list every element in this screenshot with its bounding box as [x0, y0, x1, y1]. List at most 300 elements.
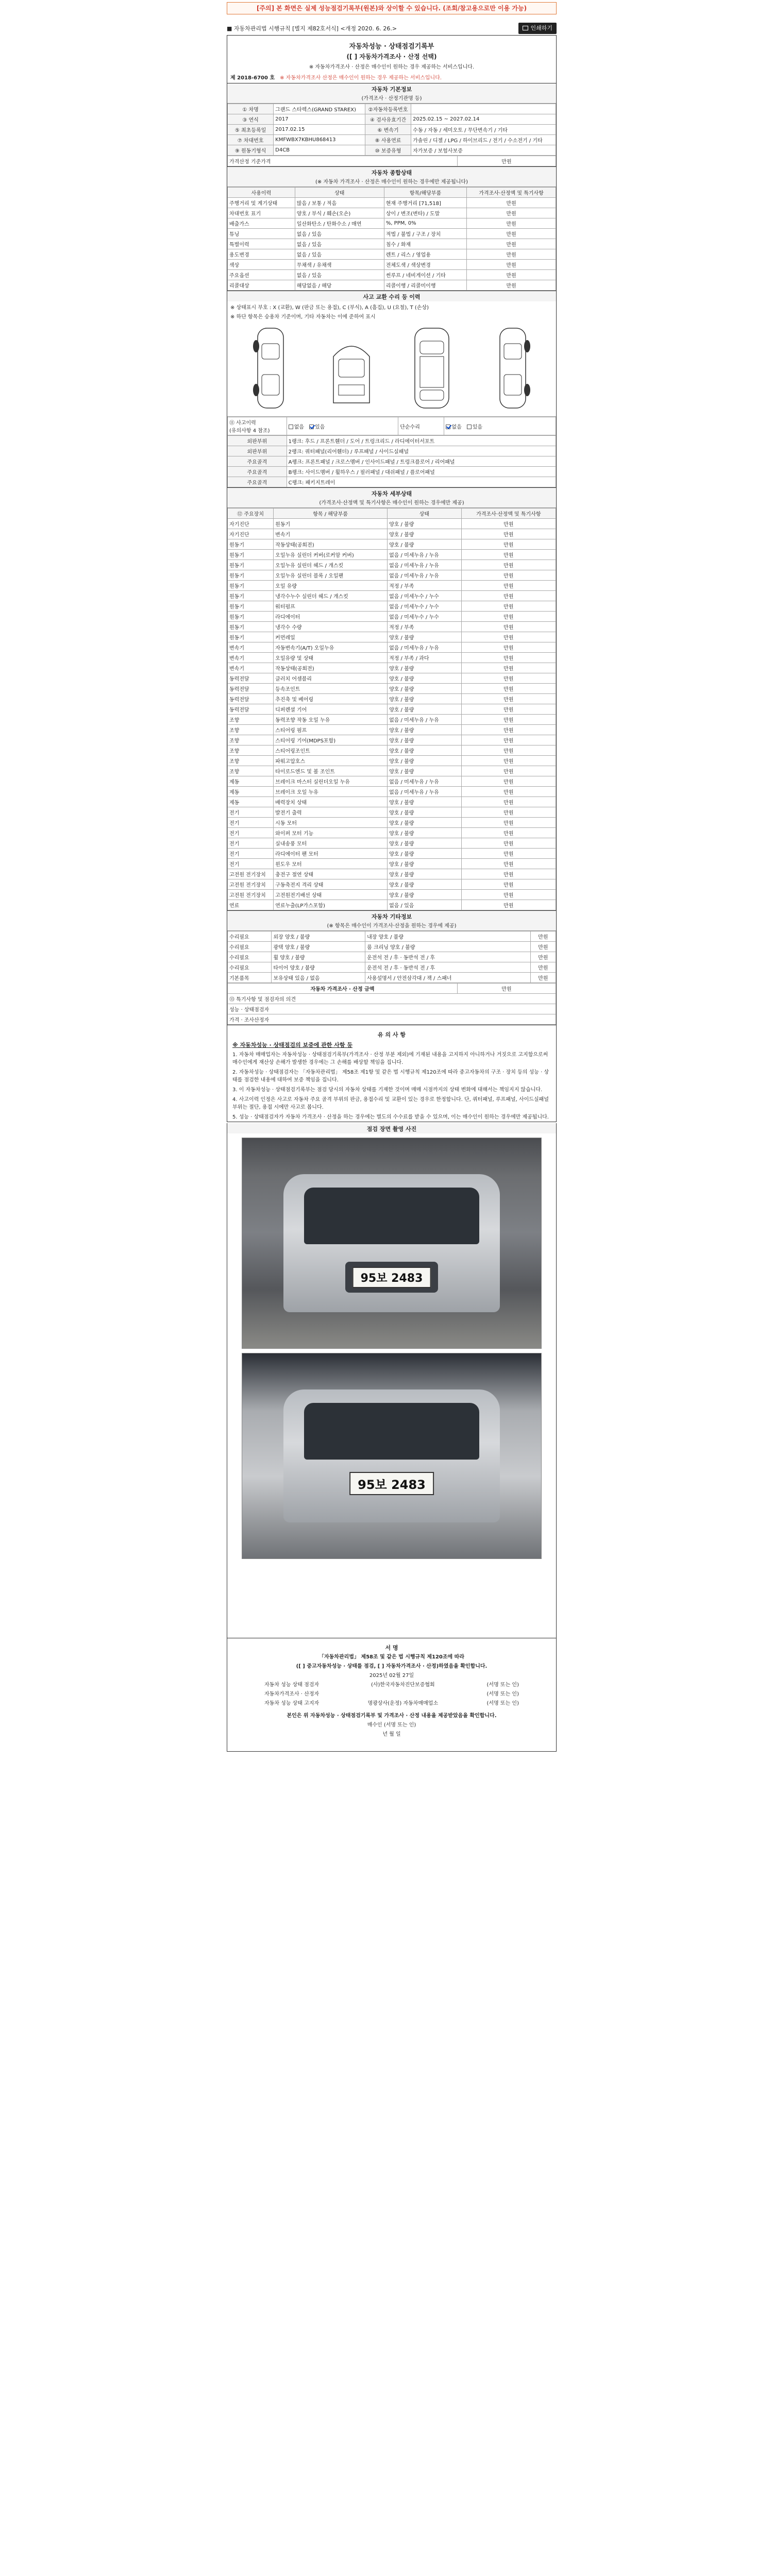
part-name: 커먼레일 — [274, 632, 388, 642]
state-options: 양호 / 불량 — [388, 818, 462, 828]
basic-info-row — [228, 135, 556, 145]
part-detail: 렌트 / 리스 / 영업용 — [384, 249, 466, 260]
state-options: 없음 / 미세누유 / 누유 — [388, 550, 462, 560]
price-note: 만원 — [461, 550, 556, 560]
photo-section — [227, 1123, 557, 1638]
device-name: 동력전달 — [228, 704, 274, 715]
device-name: 원동기 — [228, 612, 274, 622]
part-name: 자동변속기(A/T) 오일누유 — [274, 642, 388, 653]
special-notes: ⑬ 특기사항 및 점검자의 의견 — [228, 994, 556, 1004]
signature-date: 2025년 02월 27일 — [369, 1673, 414, 1679]
state-options: 양호 / 부식 / 훼손(오손) — [295, 208, 384, 218]
device-name: 동력전달 — [228, 694, 274, 704]
price-note: 만원 — [461, 684, 556, 694]
part-name: 구동축전지 격리 상태 — [274, 879, 388, 890]
field-label: ⑥ 변속기 — [365, 125, 411, 135]
car-left-side-diagram — [242, 326, 299, 411]
price-note: 만원 — [461, 838, 556, 849]
field-value: KMFWBX7KBHU868413 — [274, 135, 365, 145]
part-detail: 침수 / 화재 — [384, 239, 466, 249]
signature-closing: 본인은 위 자동차성능 · 상태점검기록부 및 가격조사 · 산정 내용을 제공받았음을 확인합니다. — [287, 1713, 497, 1719]
notice-paragraph: 5. 성능 · 상태점검자가 자동차 가격조사 · 산정을 하는 경우에는 별도의 수수료를 받을 수 있으며, 이는 매수인이 원하는 경우에만 제공됩니다. — [232, 1114, 549, 1120]
price-note: 만원 — [461, 612, 556, 622]
detail-state-row — [228, 715, 556, 725]
detail-state-row — [228, 673, 556, 684]
basic-info-subtitle: (가격조사 · 산정기관명 등) — [227, 94, 556, 104]
part-name: 타이로드엔드 및 볼 조인트 — [274, 766, 388, 776]
detail-state-row — [228, 539, 556, 550]
device-name: 전기 — [228, 818, 274, 828]
detail-state-subtitle: (가격조사·산정액 및 특기사항은 매수인이 원하는 경우에만 제공) — [227, 498, 556, 508]
device-name: 조향 — [228, 735, 274, 745]
other-info-row — [228, 942, 556, 952]
item-name: 특별이력 — [228, 239, 295, 249]
option-label: 없음 — [451, 424, 462, 430]
device-name: 조향 — [228, 715, 274, 725]
detail-state-row — [228, 632, 556, 642]
price-note: 만원 — [461, 622, 556, 632]
van-rear — [283, 1389, 500, 1522]
price-note: 만원 — [461, 787, 556, 797]
other-info-row — [228, 931, 556, 942]
part-name: 워터펌프 — [274, 601, 388, 612]
rear-photo — [242, 1353, 542, 1559]
repair-label: 단순수리 — [398, 417, 444, 435]
print-label: 인쇄하기 — [530, 25, 552, 31]
field-label: ⑩ 보증유형 — [365, 145, 411, 156]
part-name: 등속조인트 — [274, 684, 388, 694]
price-note: 만원 — [461, 591, 556, 601]
price-note: 만원 — [530, 942, 556, 952]
doc-meta — [227, 72, 556, 83]
field-label: ⑧ 사용연료 — [365, 135, 411, 145]
column-header: 항목/해당부품 — [384, 188, 466, 198]
basic-info-section — [227, 83, 556, 167]
part-list: 1랭크: 후드 / 프론트휀더 / 도어 / 트렁크리드 / 라디에이터서포트 — [287, 436, 556, 446]
part-name: 오일유량 및 상태 — [274, 653, 388, 663]
column-header: 가격조사·산정액 및 특기사항 — [461, 509, 556, 519]
detail-state-row — [228, 849, 556, 859]
notice-heading-warranty: ※ 자동차성능 · 상태점검의 보증에 관한 사항 등 — [232, 1042, 352, 1048]
accident-note: ※ 상태표시 부호 : X (교환), W (판금 또는 용접), C (부식), A (흠집), U (요철), T (손상) — [230, 305, 429, 311]
category: 수리필요 — [228, 931, 272, 942]
device-name: 원동기 — [228, 591, 274, 601]
detail-state-row — [228, 612, 556, 622]
price-note: 만원 — [461, 869, 556, 879]
state-options: 해당없음 / 해당 — [295, 280, 384, 291]
print-button[interactable] — [518, 23, 557, 34]
signature-rows — [233, 1681, 550, 1708]
item-b: 사용설명서 / 안전삼각대 / 잭 / 스패너 — [365, 973, 531, 983]
detail-state-row — [228, 797, 556, 807]
device-name: 변속기 — [228, 642, 274, 653]
notice-title: 유 의 사 항 — [378, 1031, 406, 1038]
license-plate-rear: 95보 2483 — [349, 1472, 434, 1495]
detail-state-row — [228, 694, 556, 704]
state-options: 없음 / 미세누유 / 누유 — [388, 715, 462, 725]
price-note: 만원 — [461, 859, 556, 869]
category: 기본품목 — [228, 973, 272, 983]
price-note: 만원 — [530, 931, 556, 942]
detail-state-row — [228, 745, 556, 756]
part-detail: 적법 / 불법 / 구조 / 장치 — [384, 229, 466, 239]
front-photo — [242, 1138, 542, 1349]
other-info-title: 자동차 기타정보 — [227, 911, 556, 921]
part-name: 오일누유 실린더 헤드 / 개스킷 — [274, 560, 388, 570]
state-options: 양호 / 불량 — [388, 869, 462, 879]
state-options: 없음 / 미세누유 / 누유 — [388, 560, 462, 570]
signature-recipient-date: 년 월 일 — [382, 1732, 401, 1737]
state-options: 양호 / 불량 — [388, 519, 462, 529]
device-name: 전기 — [228, 859, 274, 869]
part-name: 윈도우 모터 — [274, 859, 388, 869]
part-name: 시동 모터 — [274, 818, 388, 828]
device-name: 고전원 전기장치 — [228, 879, 274, 890]
part-name: 브레이크 마스터 실린더오일 누유 — [274, 776, 388, 787]
notice-paragraph: 4. 사고이력 인정은 사고로 자동차 주요 골격 부위의 판금, 용접수리 및 교환이 있는 경우로 한정합니다. 단, 쿼터패널, 루프패널, 사이드실패널 부위는 절단, 용접 시에만 사고로 봅니다. — [232, 1097, 549, 1110]
detail-state-row — [228, 828, 556, 838]
device-name: 변속기 — [228, 653, 274, 663]
state-options: 적정 / 부족 — [388, 581, 462, 591]
device-name: 전기 — [228, 838, 274, 849]
price-label: 가격산정 기준가격 — [228, 156, 458, 166]
part-detail: %, PPM, 0% — [384, 218, 466, 229]
field-value — [411, 104, 556, 114]
device-name: 제동 — [228, 776, 274, 787]
basic-info-row — [228, 125, 556, 135]
detail-state-row — [228, 879, 556, 890]
state-options: 양호 / 불량 — [388, 539, 462, 550]
price-note: 만원 — [461, 704, 556, 715]
accident-title: 사고 교환 수리 등 이력 — [227, 291, 556, 301]
price-note: 만원 — [461, 673, 556, 684]
price-note: 만원 — [461, 879, 556, 890]
state-options: 없음 / 미세누유 / 누유 — [388, 776, 462, 787]
part-name: 발전기 출력 — [274, 807, 388, 818]
field-label: ⑨ 원동기형식 — [228, 145, 274, 156]
device-name: 조향 — [228, 766, 274, 776]
inspection-record — [227, 35, 557, 1122]
signer-role: 자동차 성능 상태 고지자 — [264, 1701, 320, 1706]
device-name: 제동 — [228, 797, 274, 807]
price-note: 만원 — [461, 725, 556, 735]
accident-history-label — [228, 417, 287, 435]
price-note: 만원 — [461, 601, 556, 612]
doc-warning: ※ 자동차가격조사 산정은 매수인이 원하는 경우 제공하는 서비스입니다. — [280, 75, 442, 81]
signer-name: 명광상사(운정) 자동차매매업소 — [367, 1701, 439, 1706]
state-options: 양호 / 불량 — [388, 849, 462, 859]
item-a: 휠 양호 / 불량 — [272, 952, 365, 962]
detail-state-title: 자동차 세부상태 — [227, 488, 556, 498]
part-name: 와이퍼 모터 기능 — [274, 828, 388, 838]
state-options: 양호 / 불량 — [388, 745, 462, 756]
item-name: 튜닝 — [228, 229, 295, 239]
accident-parts-table — [227, 435, 556, 487]
detail-state-row — [228, 818, 556, 828]
column-header: 상태 — [388, 509, 462, 519]
state-options: 양호 / 불량 — [388, 766, 462, 776]
signature-recipient: 매수인 (서명 또는 인) — [367, 1722, 416, 1728]
price-note: 만원 — [467, 218, 556, 229]
other-info-table — [227, 931, 556, 983]
price-note: 만원 — [461, 735, 556, 745]
detail-state-row — [228, 560, 556, 570]
device-name: 조향 — [228, 725, 274, 735]
basic-info-row — [228, 104, 556, 114]
part-name: 동력조향 작동 오일 누유 — [274, 715, 388, 725]
field-label: ⑤ 최초등록일 — [228, 125, 274, 135]
item-name: 리콜대상 — [228, 280, 295, 291]
part-detail: 리콜이행 / 리콜미이행 — [384, 280, 466, 291]
device-name: 원동기 — [228, 581, 274, 591]
general-state-subtitle: (※ 자동차 가격조사 · 산정은 매수인이 원하는 경우에만 제공됩니다) — [227, 177, 556, 187]
device-name: 조향 — [228, 756, 274, 766]
state-options: 없음 / 있음 — [295, 249, 384, 260]
part-list: B랭크: 사이드멤버 / 휠하우스 / 필러패널 / 대쉬패널 / 플로어패널 — [287, 467, 556, 477]
detail-state-row — [228, 838, 556, 849]
field-value: 그랜드 스타렉스(GRAND STAREX) — [274, 104, 365, 114]
detail-state-row — [228, 663, 556, 673]
checkbox — [309, 425, 314, 429]
state-options: 양호 / 불량 — [388, 890, 462, 900]
part-name: 냉각수누수 실린더 헤드 / 개스킷 — [274, 591, 388, 601]
price-note: 만원 — [467, 208, 556, 218]
state-options: 양호 / 불량 — [388, 663, 462, 673]
checkbox — [467, 425, 472, 429]
detail-state-row — [228, 570, 556, 581]
total-unit: 만원 — [457, 984, 556, 994]
part-list: C랭크: 패키지트레이 — [287, 477, 556, 487]
part-group: 외판부위 — [228, 436, 287, 446]
doc-title-note: ※ 자동차가격조사 · 산정은 매수인이 원하는 경우 제공하는 서비스입니다. — [309, 64, 475, 70]
field-value: 2017 — [274, 114, 365, 125]
windshield — [304, 1188, 479, 1244]
price-note: 만원 — [461, 756, 556, 766]
doc-title-sub: ([ ] 자동차가격조사 · 산정 선택) — [346, 53, 437, 60]
item-b: 내장 양호 / 불량 — [365, 931, 531, 942]
license-plate-front: 95보 2483 — [352, 1267, 431, 1288]
signature-title: 서 명 — [385, 1645, 398, 1651]
signature-line-1: 「자동차관리법」 제58조 및 같은 법 시행규칙 제120조에 따라 — [318, 1654, 465, 1660]
price-note: 만원 — [461, 766, 556, 776]
signature-row — [264, 1681, 519, 1690]
part-group: 주요골격 — [228, 477, 287, 487]
state-options: 적정 / 부족 / 과다 — [388, 653, 462, 663]
signer-mark: (서명 또는 인) — [486, 1691, 519, 1697]
signer-role: 자동차 성능 상태 점검자 — [264, 1682, 320, 1688]
field-value: 수동 / 자동 / 세미오토 / 무단변속기 / 기타 — [411, 125, 556, 135]
device-name: 자기진단 — [228, 519, 274, 529]
price-note: 만원 — [461, 581, 556, 591]
detail-state-row — [228, 704, 556, 715]
notice-paragraphs — [232, 1051, 551, 1122]
price-note: 만원 — [467, 270, 556, 280]
device-name: 원동기 — [228, 539, 274, 550]
general-state-row — [228, 260, 556, 270]
accident-part-row — [228, 436, 556, 446]
part-name: 오일누유 실린더 블록 / 오일팬 — [274, 570, 388, 581]
doc-number: 제 2018-6700 호 — [230, 75, 275, 81]
detail-state-row — [228, 601, 556, 612]
part-name: 스티어링 펌프 — [274, 725, 388, 735]
accident-part-row — [228, 467, 556, 477]
general-state-row — [228, 270, 556, 280]
device-name: 원동기 — [228, 601, 274, 612]
part-list: 2랭크: 쿼터패널(리어휀더) / 루프패널 / 사이드실패널 — [287, 446, 556, 456]
notice-paragraph: 1. 자동차 매매업자는 자동차성능 · 상태점검기록부(가격조사 · 산정 부분 제외)에 기재된 내용을 고지하지 아니하거나 거짓으로 고지함으로써 매수인에게 재산상 손해가 발생한 경우에는 그 손해를 배상할 책임을 집니다. — [232, 1052, 548, 1065]
state-options: 없음 / 있음 — [295, 229, 384, 239]
part-name: 고전원전기배선 상태 — [274, 890, 388, 900]
state-options: 양호 / 불량 — [388, 828, 462, 838]
device-name: 자기진단 — [228, 529, 274, 539]
general-state-row — [228, 198, 556, 208]
item-name: 용도변경 — [228, 249, 295, 260]
detail-state-row — [228, 622, 556, 632]
item-a: 보유상태 있음 / 없음 — [272, 973, 365, 983]
device-name: 제동 — [228, 787, 274, 797]
item-name: 차대번호 표기 — [228, 208, 295, 218]
column-header: 상태 — [295, 188, 384, 198]
price-note: 만원 — [530, 973, 556, 983]
part-name: 라디에이터 팬 모터 — [274, 849, 388, 859]
state-options: 양호 / 불량 — [388, 694, 462, 704]
category: 수리필요 — [228, 952, 272, 962]
state-options: 없음 / 있음 — [295, 239, 384, 249]
other-info-row — [228, 952, 556, 962]
detail-state-table — [227, 508, 556, 910]
part-name: 라디에이터 — [274, 612, 388, 622]
accident-section — [227, 291, 556, 488]
detail-state-row — [228, 869, 556, 879]
field-label: ②자동차등록번호 — [365, 104, 411, 114]
detail-state-row — [228, 725, 556, 735]
state-options: 없음 / 미세누수 / 누수 — [388, 591, 462, 601]
price-note: 만원 — [461, 890, 556, 900]
column-header: 가격조사·산정액 및 특기사항 — [467, 188, 556, 198]
signer-mark: (서명 또는 인) — [486, 1701, 519, 1706]
other-info-subtitle: (※ 항목은 매수인이 가격조사·산정을 원하는 경우에 제공) — [227, 921, 556, 931]
checkbox — [289, 425, 293, 429]
notice-paragraph: 3. 이 자동차성능 · 상태점검기록부는 점검 당시의 자동차 상태를 기재한 것이며 매매 시점까지의 상태 변화에 대해서는 책임지지 않습니다. — [232, 1087, 543, 1093]
repair-options — [444, 417, 556, 435]
price-note: 만원 — [467, 239, 556, 249]
notice-section — [227, 1025, 556, 1122]
accident-history-text: ⑪ 사고이력 — [229, 420, 256, 426]
device-name: 동력전달 — [228, 684, 274, 694]
item-name: 배출가스 — [228, 218, 295, 229]
general-state-row — [228, 249, 556, 260]
device-name: 원동기 — [228, 550, 274, 560]
detail-state-row — [228, 787, 556, 797]
part-name: 스티어링 기어(MDPS포함) — [274, 735, 388, 745]
general-state-row — [228, 229, 556, 239]
basic-info-title: 자동차 기본정보 — [227, 83, 556, 94]
state-options: 없음 / 미세누유 / 누유 — [388, 787, 462, 797]
state-options: 일산화탄소 / 탄화수소 / 매연 — [295, 218, 384, 229]
detail-state-row — [228, 591, 556, 601]
price-note: 만원 — [467, 249, 556, 260]
item-b: 룸 크리닝 양호 / 불량 — [365, 942, 531, 952]
state-options: 양호 / 불량 — [388, 879, 462, 890]
part-name: 작동상태(공회전) — [274, 539, 388, 550]
price-note: 만원 — [461, 632, 556, 642]
price-note: 만원 — [467, 229, 556, 239]
car-front-diagram — [323, 326, 380, 411]
state-options: 없음 / 미세누수 / 누수 — [388, 612, 462, 622]
option-label: 있음 — [314, 424, 325, 430]
device-name: 조향 — [228, 745, 274, 756]
field-label: ④ 검사유효기간 — [365, 114, 411, 125]
part-name: 브레이크 오일 누유 — [274, 787, 388, 797]
part-name: 냉각수 수량 — [274, 622, 388, 632]
detail-state-row — [228, 684, 556, 694]
detail-state-row — [228, 859, 556, 869]
state-options: 양호 / 불량 — [388, 673, 462, 684]
doc-title-main: 자동차성능 · 상태점검기록부 — [349, 43, 434, 50]
device-name: 변속기 — [228, 663, 274, 673]
field-label: ③ 연식 — [228, 114, 274, 125]
price-note: 만원 — [461, 776, 556, 787]
state-options: 양호 / 불량 — [388, 684, 462, 694]
price-note: 만원 — [467, 260, 556, 270]
item-b: 운전석 전 / 후 · 동반석 전 / 후 — [365, 952, 531, 962]
detail-state-row — [228, 807, 556, 818]
device-name: 원동기 — [228, 560, 274, 570]
field-value: 2017.02.15 — [274, 125, 365, 135]
signer-mark: (서명 또는 인) — [486, 1682, 519, 1688]
part-name: 실내송풍 모터 — [274, 838, 388, 849]
signer-role: 자동차가격조사 · 산정자 — [264, 1691, 320, 1697]
detail-state-row — [228, 653, 556, 663]
state-options: 없음 / 미세누수 / 누수 — [388, 601, 462, 612]
state-options: 양호 / 불량 — [388, 797, 462, 807]
option-label: 있음 — [472, 424, 483, 430]
other-total-table — [227, 983, 556, 1025]
part-detail: 현재 주행거리 [71,518] — [384, 198, 466, 208]
detail-state-row — [228, 529, 556, 539]
part-name: 작동상태(공회전) — [274, 663, 388, 673]
column-header: 항목 / 해당부품 — [274, 509, 388, 519]
rear-window — [304, 1403, 479, 1460]
category: 수리필요 — [228, 942, 272, 952]
price-note: 만원 — [461, 653, 556, 663]
item-a: 타이어 양호 / 불량 — [272, 962, 365, 973]
van-front — [283, 1174, 500, 1312]
part-group: 외판부위 — [228, 446, 287, 456]
form-notice: ■ 자동차관리법 시행규칙 [별지 제82호서식] <개정 2020. 6. 26.> — [227, 25, 397, 32]
state-options: 양호 / 불량 — [388, 725, 462, 735]
item-name: 주행거리 및 계기상태 — [228, 198, 295, 208]
device-name: 전기 — [228, 828, 274, 838]
price-note: 만원 — [461, 560, 556, 570]
basic-info-row — [228, 114, 556, 125]
price-note: 만원 — [461, 818, 556, 828]
price-unit: 만원 — [457, 156, 556, 166]
option-label: 없음 — [294, 424, 304, 430]
inspector-note: 성능 · 상태점검자 — [228, 1004, 556, 1014]
state-options: 양호 / 불량 — [388, 859, 462, 869]
appraiser-note: 가격 · 조사산정자 — [228, 1014, 556, 1025]
price-note: 만원 — [461, 570, 556, 581]
price-note: 만원 — [461, 529, 556, 539]
general-state-row — [228, 280, 556, 291]
accident-part-row — [228, 446, 556, 456]
detail-state-row — [228, 776, 556, 787]
other-info-section — [227, 911, 556, 1025]
state-options: 없음 / 미세누유 / 누유 — [388, 570, 462, 581]
other-info-row — [228, 962, 556, 973]
state-options: 없음 / 있음 — [295, 270, 384, 280]
